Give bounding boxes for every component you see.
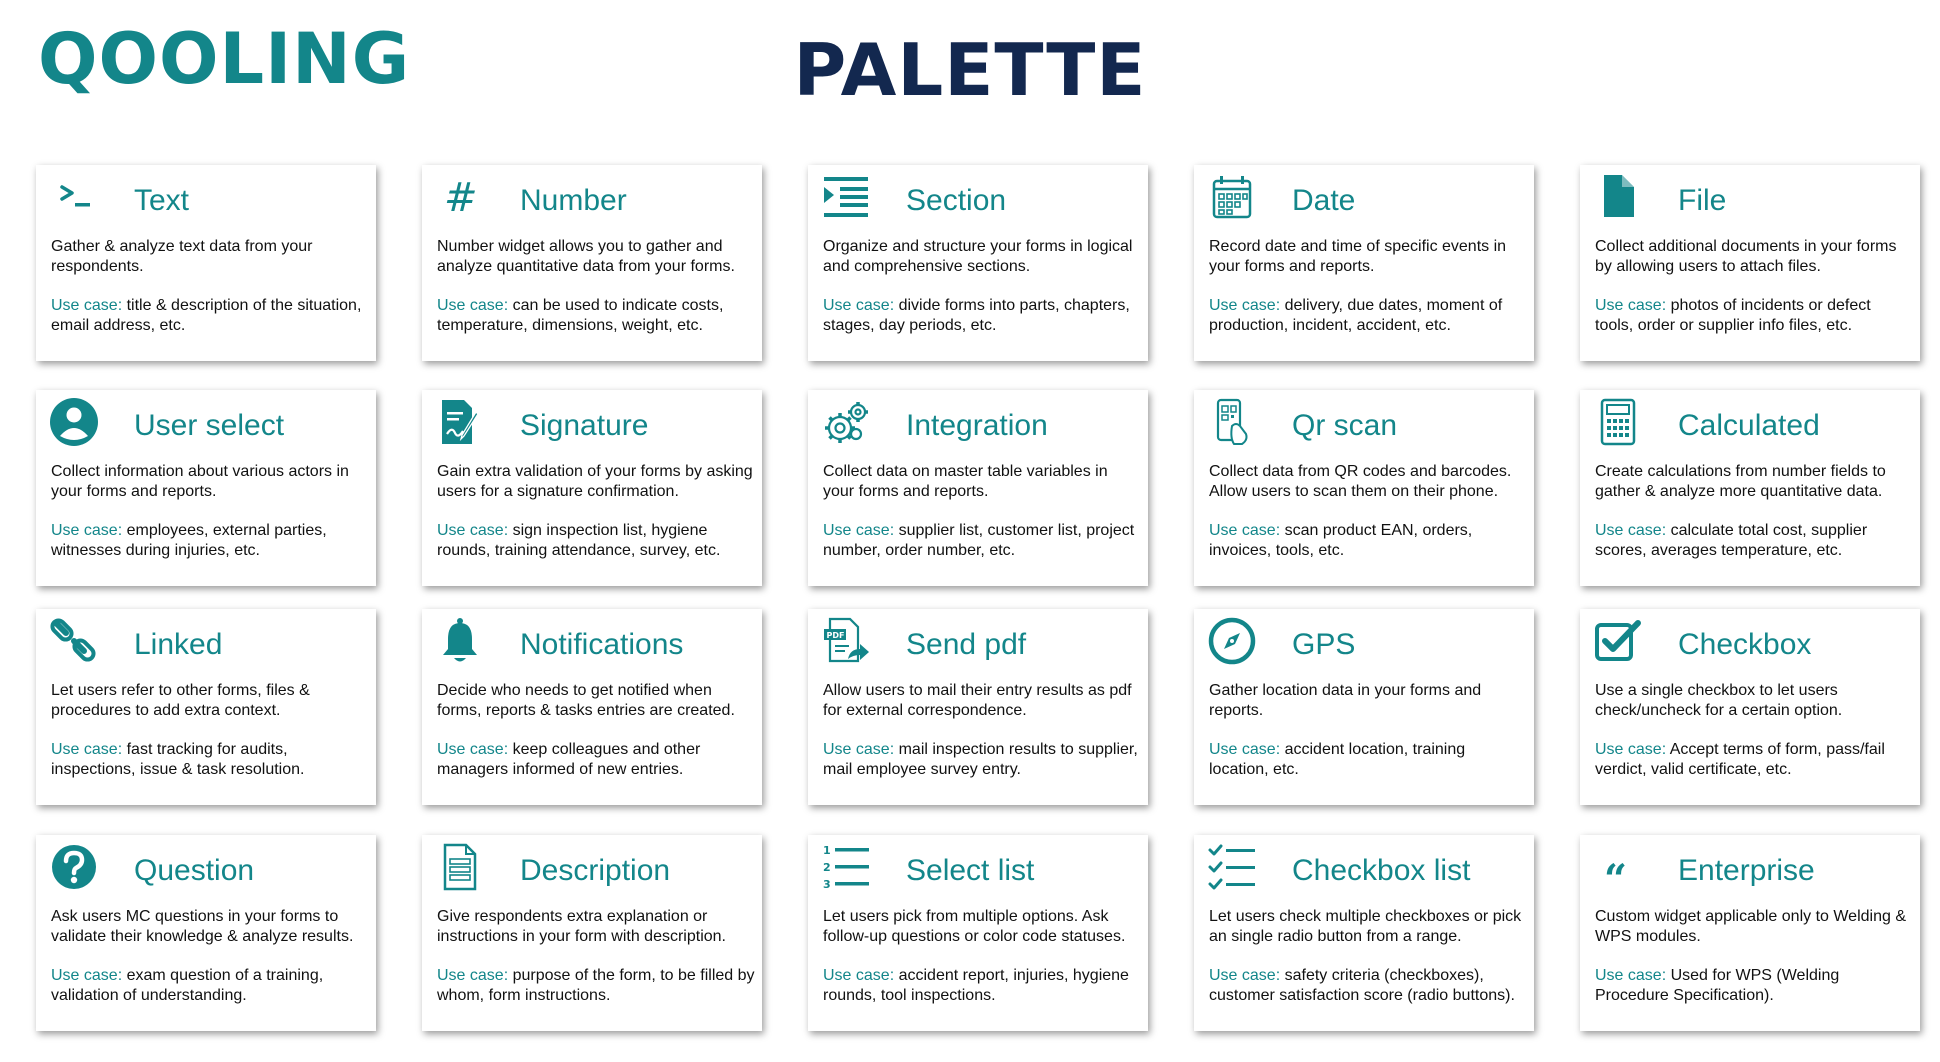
calculator-icon xyxy=(1592,396,1644,448)
section-icon xyxy=(820,171,872,223)
widget-card-notifications xyxy=(422,609,762,805)
quote-icon xyxy=(1592,841,1644,893)
widget-card-text xyxy=(36,165,376,361)
use-case-text: mail inspection results to supplier, mail employee survey entry. xyxy=(823,741,1138,778)
use-case-label: Use case: xyxy=(51,522,123,539)
card-use-case xyxy=(823,966,1141,1006)
widget-card-user-select xyxy=(36,390,376,586)
card-title: Enterprise xyxy=(1678,854,1815,887)
card-use-case xyxy=(437,296,755,336)
widget-card-description xyxy=(422,835,762,1031)
card-use-case xyxy=(1595,740,1913,780)
card-use-case xyxy=(823,521,1141,561)
use-case-text: supplier list, customer list, project number, order number, etc. xyxy=(823,522,1135,559)
card-description: Number widget allows you to gather and analyze quantitative data from your forms. xyxy=(437,238,735,275)
bell-icon xyxy=(434,615,486,667)
card-description: Record date and time of specific events in your forms and reports. xyxy=(1209,238,1507,275)
link-icon xyxy=(48,615,100,667)
checkbox-icon xyxy=(1592,615,1644,667)
card-use-case xyxy=(51,296,369,336)
use-case-text: purpose of the form, to be filled by whom, form instructions. xyxy=(437,967,755,1004)
widget-card-date xyxy=(1194,165,1534,361)
widget-card-file xyxy=(1580,165,1920,361)
card-title: Linked xyxy=(134,628,223,661)
widget-card-gps xyxy=(1194,609,1534,805)
card-title: User select xyxy=(134,409,285,442)
card-use-case xyxy=(1209,966,1527,1006)
card-title: Integration xyxy=(906,409,1048,442)
use-case-text: can be used to indicate costs, temperature, dimensions, weight, etc. xyxy=(437,297,724,334)
card-title: Checkbox xyxy=(1678,628,1812,661)
card-title: Text xyxy=(134,184,190,217)
card-description: Let users refer to other forms, files & procedures to add extra context. xyxy=(51,682,310,719)
card-title: Number xyxy=(520,184,627,217)
card-description: Let users check multiple checkboxes or pick an single radio button from a range. xyxy=(1209,908,1522,945)
question-icon xyxy=(48,841,100,893)
gears-icon xyxy=(820,396,872,448)
use-case-label: Use case: xyxy=(51,741,123,758)
use-case-label: Use case: xyxy=(437,741,509,758)
use-case-label: Use case: xyxy=(437,297,509,314)
widget-card-checkbox xyxy=(1580,609,1920,805)
use-case-label: Use case: xyxy=(1595,967,1667,984)
use-case-text: keep colleagues and other managers informed of new entries. xyxy=(437,741,701,778)
use-case-text: safety criteria (checkboxes), customer satisfaction score (radio buttons). xyxy=(1209,967,1515,1004)
card-use-case xyxy=(437,521,755,561)
svg-text:1: 1 xyxy=(823,844,831,857)
card-title: Section xyxy=(906,184,1007,217)
use-case-label: Use case: xyxy=(51,967,123,984)
use-case-label: Use case: xyxy=(51,297,123,314)
card-use-case xyxy=(51,521,369,561)
use-case-text: sign inspection list, hygiene rounds, training attendance, survey, etc. xyxy=(437,522,721,559)
svg-text:#: # xyxy=(444,175,478,221)
use-case-text: calculate total cost, supplier scores, averages temperature, etc. xyxy=(1595,522,1868,559)
use-case-label: Use case: xyxy=(437,967,509,984)
user-icon xyxy=(48,396,100,448)
card-use-case xyxy=(1595,296,1913,336)
card-description: Let users pick from multiple options. Ask follow-up questions or color code statuses. xyxy=(823,908,1126,945)
svg-text:3: 3 xyxy=(823,878,831,891)
use-case-text: accident location, training location, etc. xyxy=(1209,741,1466,778)
signature-icon xyxy=(434,396,486,448)
card-title: Select list xyxy=(906,854,1035,887)
qr-phone-icon xyxy=(1206,396,1258,448)
use-case-text: fast tracking for audits, inspections, issue & task resolution. xyxy=(51,741,305,778)
use-case-text: Used for WPS (Welding Procedure Specification). xyxy=(1595,967,1840,1004)
use-case-text: exam question of a training, validation of understanding. xyxy=(51,967,324,1004)
card-description: Custom widget applicable only to Welding & WPS modules. xyxy=(1595,908,1906,945)
card-title: Question xyxy=(134,854,255,887)
widget-card-section xyxy=(808,165,1148,361)
use-case-label: Use case: xyxy=(1595,297,1667,314)
card-description: Gather & analyze text data from your respondents. xyxy=(51,238,313,275)
compass-icon xyxy=(1206,615,1258,667)
card-title: Qr scan xyxy=(1292,409,1398,442)
widget-card-qr-scan xyxy=(1194,390,1534,586)
use-case-label: Use case: xyxy=(437,522,509,539)
use-case-label: Use case: xyxy=(1209,522,1281,539)
calendar-icon xyxy=(1206,171,1258,223)
card-use-case xyxy=(1209,521,1527,561)
pdf-send-icon xyxy=(820,615,872,667)
card-use-case xyxy=(1209,296,1527,336)
numbered-list-icon xyxy=(820,841,872,893)
file-icon xyxy=(1592,171,1644,223)
use-case-text: scan product EAN, orders, invoices, tools, etc. xyxy=(1209,522,1473,559)
svg-text:2: 2 xyxy=(823,861,831,874)
use-case-label: Use case: xyxy=(1209,741,1281,758)
checklist-icon xyxy=(1206,841,1258,893)
use-case-label: Use case: xyxy=(823,741,895,758)
card-description: Gain extra validation of your forms by asking users for a signature confirmation. xyxy=(437,463,753,500)
card-title: File xyxy=(1678,184,1727,217)
card-title: Notifications xyxy=(520,628,684,661)
card-use-case xyxy=(1595,966,1913,1006)
card-title: Signature xyxy=(520,409,649,442)
use-case-label: Use case: xyxy=(823,297,895,314)
card-use-case xyxy=(823,296,1141,336)
card-description: Allow users to mail their entry results as pdf for external correspondence. xyxy=(823,682,1132,719)
card-description: Collect data from QR codes and barcodes. Allow users to scan them on their phone. xyxy=(1209,463,1512,500)
widget-card-send-pdf xyxy=(808,609,1148,805)
card-description: Use a single checkbox to let users check/uncheck for a certain option. xyxy=(1595,682,1843,719)
card-use-case xyxy=(51,966,369,1006)
card-description: Organize and structure your forms in logical and comprehensive sections. xyxy=(823,238,1133,275)
use-case-label: Use case: xyxy=(823,967,895,984)
use-case-text: Accept terms of form, pass/fail verdict, valid certificate, etc. xyxy=(1595,741,1885,778)
logo-text: QOOLING xyxy=(38,18,411,100)
svg-text:“: “ xyxy=(1604,856,1628,893)
use-case-label: Use case: xyxy=(1209,297,1281,314)
widget-card-select-list xyxy=(808,835,1148,1031)
widget-card-calculated xyxy=(1580,390,1920,586)
widget-card-linked xyxy=(36,609,376,805)
use-case-text: employees, external parties, witnesses during injuries, etc. xyxy=(51,522,327,559)
terminal-icon xyxy=(48,171,100,223)
card-title: Date xyxy=(1292,184,1356,217)
use-case-label: Use case: xyxy=(1595,741,1667,758)
widget-card-integration xyxy=(808,390,1148,586)
card-title: Calculated xyxy=(1678,409,1820,442)
widget-card-signature xyxy=(422,390,762,586)
card-description: Collect information about various actors in your forms and reports. xyxy=(51,463,349,500)
card-description: Give respondents extra explanation or instructions in your form with description. xyxy=(437,908,726,945)
card-title: Checkbox list xyxy=(1292,854,1471,887)
widget-palette-grid xyxy=(36,165,1913,1045)
card-use-case xyxy=(51,740,369,780)
use-case-label: Use case: xyxy=(823,522,895,539)
card-use-case xyxy=(437,966,755,1006)
use-case-text: accident report, injuries, hygiene rounds, tool inspections. xyxy=(823,967,1129,1004)
card-description: Gather location data in your forms and reports. xyxy=(1209,682,1482,719)
card-description: Collect data on master table variables in your forms and reports. xyxy=(823,463,1108,500)
use-case-label: Use case: xyxy=(1209,967,1281,984)
card-use-case xyxy=(823,740,1141,780)
hash-icon xyxy=(434,171,486,223)
card-description: Ask users MC questions in your forms to validate their knowledge & analyze results. xyxy=(51,908,354,945)
use-case-text: photos of incidents or defect tools, order or supplier info files, etc. xyxy=(1595,297,1871,334)
use-case-label: Use case: xyxy=(1595,522,1667,539)
card-description: Create calculations from number fields to gather & analyze more quantitative data. xyxy=(1595,463,1886,500)
svg-text:PDF: PDF xyxy=(826,631,845,640)
widget-card-question xyxy=(36,835,376,1031)
card-description: Decide who needs to get notified when forms, reports & tasks entries are created. xyxy=(437,682,735,719)
widget-card-number xyxy=(422,165,762,361)
card-title: Send pdf xyxy=(906,628,1027,661)
card-title: GPS xyxy=(1292,628,1356,661)
card-use-case xyxy=(437,740,755,780)
widget-card-enterprise xyxy=(1580,835,1920,1031)
widget-card-checkbox-list xyxy=(1194,835,1534,1031)
card-title: Description xyxy=(520,854,671,887)
card-description: Collect additional documents in your forms by allowing users to attach files. xyxy=(1595,238,1897,275)
card-use-case xyxy=(1595,521,1913,561)
use-case-text: delivery, due dates, moment of production, incident, accident, etc. xyxy=(1209,297,1503,334)
use-case-text: title & description of the situation, email address, etc. xyxy=(51,297,362,334)
document-icon xyxy=(434,841,486,893)
page-title: PALETTE xyxy=(793,28,1147,112)
card-use-case xyxy=(1209,740,1527,780)
use-case-text: divide forms into parts, chapters, stages, day periods, etc. xyxy=(823,297,1130,334)
